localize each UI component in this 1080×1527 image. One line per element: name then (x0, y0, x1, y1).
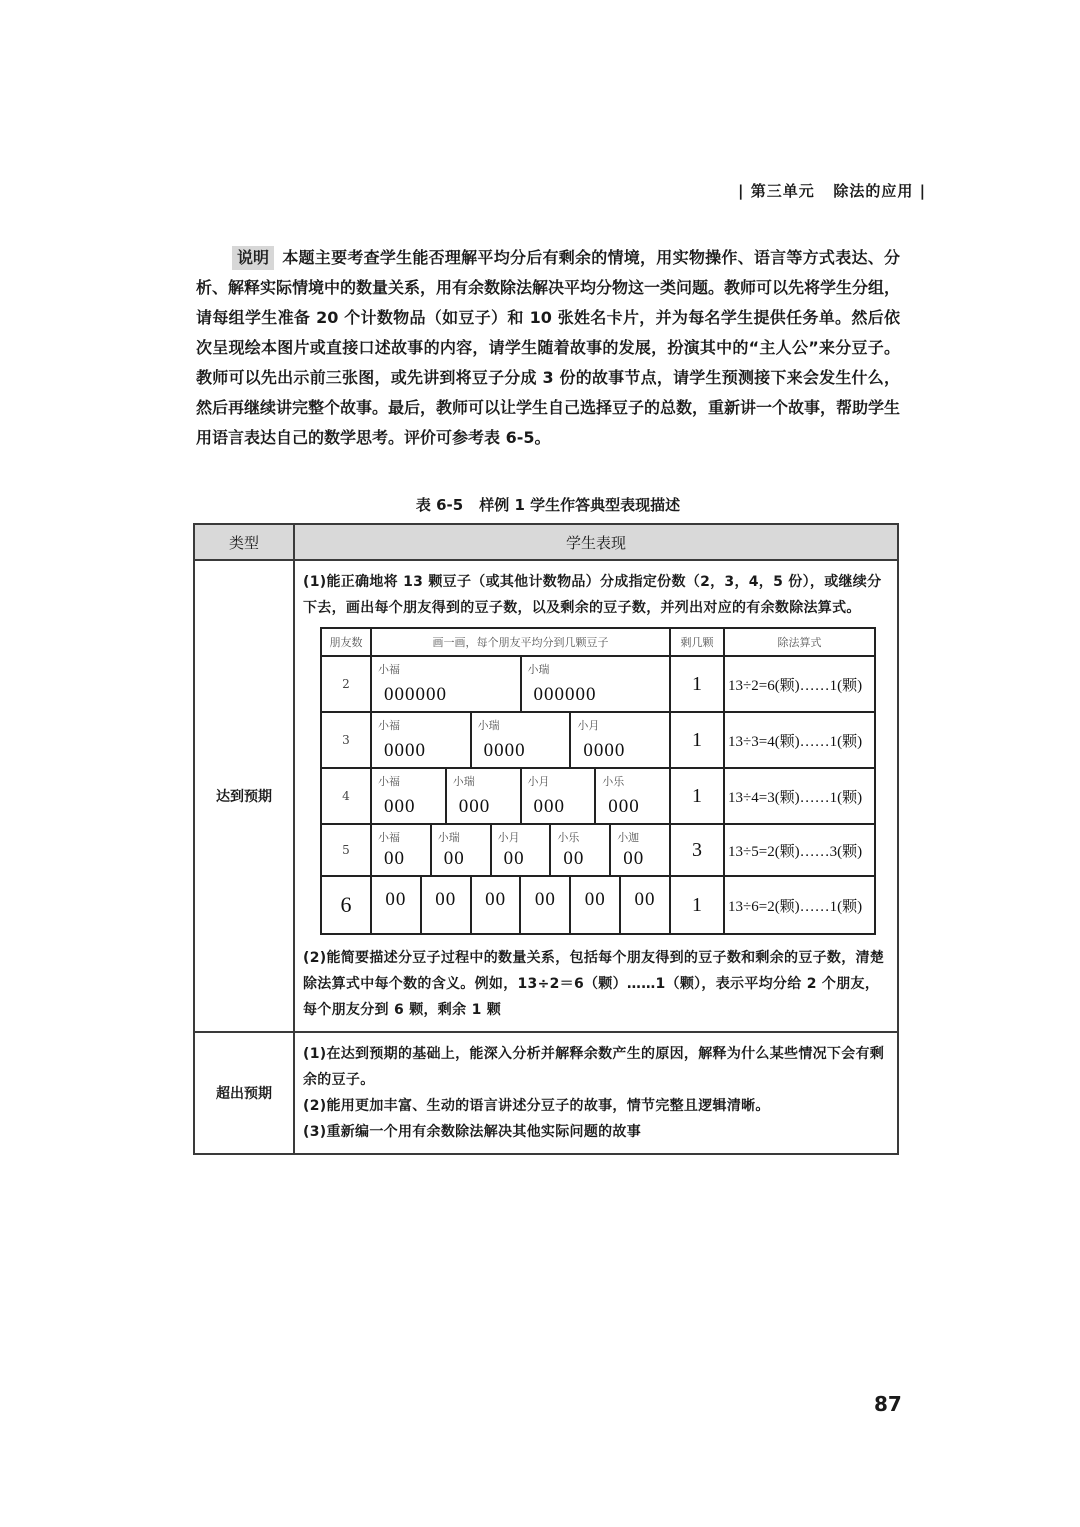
friend-share (447, 769, 522, 823)
beans-drawing: 000000 (533, 684, 597, 705)
page-number: 87 (874, 1392, 902, 1416)
division-formula: 13÷2=6(颗)……1(颗) (724, 656, 875, 712)
student-sample-table (320, 627, 876, 935)
division-formula: 13÷6=2(颗)……1(颗) (724, 876, 875, 934)
beans-drawing: 00 (384, 848, 405, 869)
friend-share (571, 877, 621, 933)
beans-drawing: 00 (485, 889, 507, 910)
friend-name: 小瑞 (477, 719, 500, 732)
sample-header-formula: 除法算式 (724, 628, 875, 656)
friend-name: 小瑞 (437, 831, 460, 844)
friend-count: 5 (321, 824, 371, 876)
beans-drawing: 00 (623, 848, 645, 869)
sample-row (321, 824, 875, 876)
friend-share (522, 657, 670, 711)
friend-name: 小迦 (617, 831, 640, 844)
explanation-paragraph (196, 243, 900, 453)
beans-drawing: 000 (608, 796, 640, 817)
type-meet-expectation: 达到预期 (194, 560, 294, 1032)
friend-count: 4 (321, 768, 371, 824)
performance-table (193, 523, 899, 1155)
friend-share (472, 713, 572, 767)
explanation-text: 本题主要考查学生能否理解平均分后有剩余的情境，用实物操作、语言等方式表达、分析、解释实际情境中的数量关系，用有余数除法解决平均分物这一类问题。教师可以先将学生分组，请每组学生准备 20 个计数物品（如豆子）和 10 张姓名卡片，并为每名学生提供任务单。然后依次呈现绘本图片或直接口述故事的内容，请学生随着故事的发展，扮演其中的“主人公”来分豆子。教师可以先出示前三张图，或先讲到将豆子分成 3 份的故事节点，请学生预测接下来会发生什么，然后再继续讲完整个故事。最后，教师可以让学生自己选择豆子的总数，重新讲一个故事，帮助学生用语言表达自己的数学思考。评价可参考表 6-5。 (196, 248, 901, 447)
beans-drawing: 00 (534, 889, 556, 910)
sample-row (321, 656, 875, 712)
chapter-title: 第三单元 (750, 182, 815, 200)
beans-drawing: 00 (435, 889, 457, 910)
friend-name: 小福 (378, 775, 400, 788)
friend-share (372, 657, 522, 711)
sample-row (321, 712, 875, 768)
friend-name: 小月 (577, 719, 600, 732)
friend-name: 小月 (497, 831, 520, 844)
friend-share (596, 769, 669, 823)
friend-share (432, 825, 492, 875)
beans-drawing: 00 (385, 889, 407, 910)
friend-count: 3 (321, 712, 371, 768)
performance-meet-cell (294, 560, 898, 1032)
beans-drawing: 00 (503, 848, 525, 869)
friend-name: 小瑞 (452, 775, 475, 788)
remainder: 1 (670, 876, 724, 934)
remainder: 1 (670, 712, 724, 768)
friend-share (422, 877, 472, 933)
sample-header-friends: 朋友数 (321, 628, 371, 656)
sample-header-remain: 剩几颗 (670, 628, 724, 656)
beans-drawing: 000 (384, 796, 416, 817)
criterion-exceed-3: (3)重新编一个用有余数除法解决其他实际问题的故事 (303, 1124, 642, 1140)
beans-drawing: 000 (533, 796, 565, 817)
friend-share (372, 877, 422, 933)
beans-drawing: 0000 (483, 740, 526, 761)
sample-row (321, 768, 875, 824)
criterion-exceed-1: (1)在达到预期的基础上，能深入分析并解释余数产生的原因，解释为什么某些情况下会有剩余的豆子。 (303, 1046, 885, 1088)
friend-share (551, 825, 611, 875)
friend-count: 2 (321, 656, 371, 712)
type-exceed-expectation: 超出预期 (194, 1032, 294, 1154)
table-number: 表 6-5 (415, 496, 464, 514)
remainder: 1 (670, 656, 724, 712)
division-formula: 13÷3=4(颗)……1(颗) (724, 712, 875, 768)
friend-share (522, 769, 597, 823)
beans-drawing: 000000 (384, 684, 447, 705)
division-formula: 13÷4=3(颗)……1(颗) (724, 768, 875, 824)
friend-count: 6 (321, 876, 371, 934)
table-caption (196, 494, 900, 515)
friend-name: 小月 (527, 775, 550, 788)
sample-row (321, 876, 875, 934)
column-header-type: 类型 (194, 524, 294, 560)
header-bar-left: | (738, 182, 745, 200)
friend-name: 小福 (378, 831, 400, 844)
beans-drawing: 00 (584, 889, 606, 910)
friend-share (472, 877, 522, 933)
friend-name: 小乐 (602, 775, 625, 788)
criterion-meet-1: (1)能正确地将 13 颗豆子（或其他计数物品）分成指定份数（2，3，4，5 份），或继续分下去，画出每个朋友得到的豆子数，以及剩余的豆子数，并列出对应的有余数除法算式。 (303, 574, 882, 616)
division-formula: 13÷5=2(颗)……3(颗) (724, 824, 875, 876)
friend-share (611, 825, 669, 875)
friend-share (372, 825, 432, 875)
sample-header-draw: 画一画，每个朋友平均分到几颗豆子 (371, 628, 670, 656)
beans-drawing: 0000 (583, 740, 626, 761)
friend-share (372, 713, 472, 767)
friend-share (621, 877, 669, 933)
running-header (738, 180, 926, 201)
friend-share (571, 713, 669, 767)
friend-share (521, 877, 571, 933)
friend-share (492, 825, 552, 875)
friend-name: 小福 (378, 719, 400, 732)
beans-drawing: 000 (458, 796, 491, 817)
explanation-tag: 说明 (232, 246, 274, 270)
friend-name: 小瑞 (527, 663, 550, 676)
remainder: 3 (670, 824, 724, 876)
column-header-performance: 学生表现 (294, 524, 898, 560)
beans-drawing: 00 (563, 848, 585, 869)
header-bar-right: | (919, 182, 927, 200)
beans-drawing: 0000 (384, 740, 426, 761)
drawing-cell (371, 876, 670, 934)
drawing-cell (371, 656, 670, 712)
section-title: 除法的应用 (833, 182, 914, 200)
drawing-cell (371, 824, 670, 876)
drawing-cell (371, 768, 670, 824)
drawing-cell (371, 712, 670, 768)
beans-drawing: 00 (634, 889, 656, 910)
table-title: 样例 1 学生作答典型表现描述 (479, 496, 681, 514)
beans-drawing: 00 (443, 848, 465, 869)
criterion-meet-2: (2)能简要描述分豆子过程中的数量关系，包括每个朋友得到的豆子数和剩余的豆子数，清楚除法算式中每个数的含义。例如，13÷2＝6（颗）……1（颗），表示平均分给 2 个朋友，每个朋友分到 6 颗，剩余 1 颗 (303, 950, 885, 1018)
remainder: 1 (670, 768, 724, 824)
performance-exceed-cell (294, 1032, 898, 1154)
friend-share (372, 769, 447, 823)
friend-name: 小福 (378, 663, 400, 676)
criterion-exceed-2: (2)能用更加丰富、生动的语言讲述分豆子的故事，情节完整且逻辑清晰。 (303, 1098, 770, 1114)
friend-name: 小乐 (557, 831, 580, 844)
